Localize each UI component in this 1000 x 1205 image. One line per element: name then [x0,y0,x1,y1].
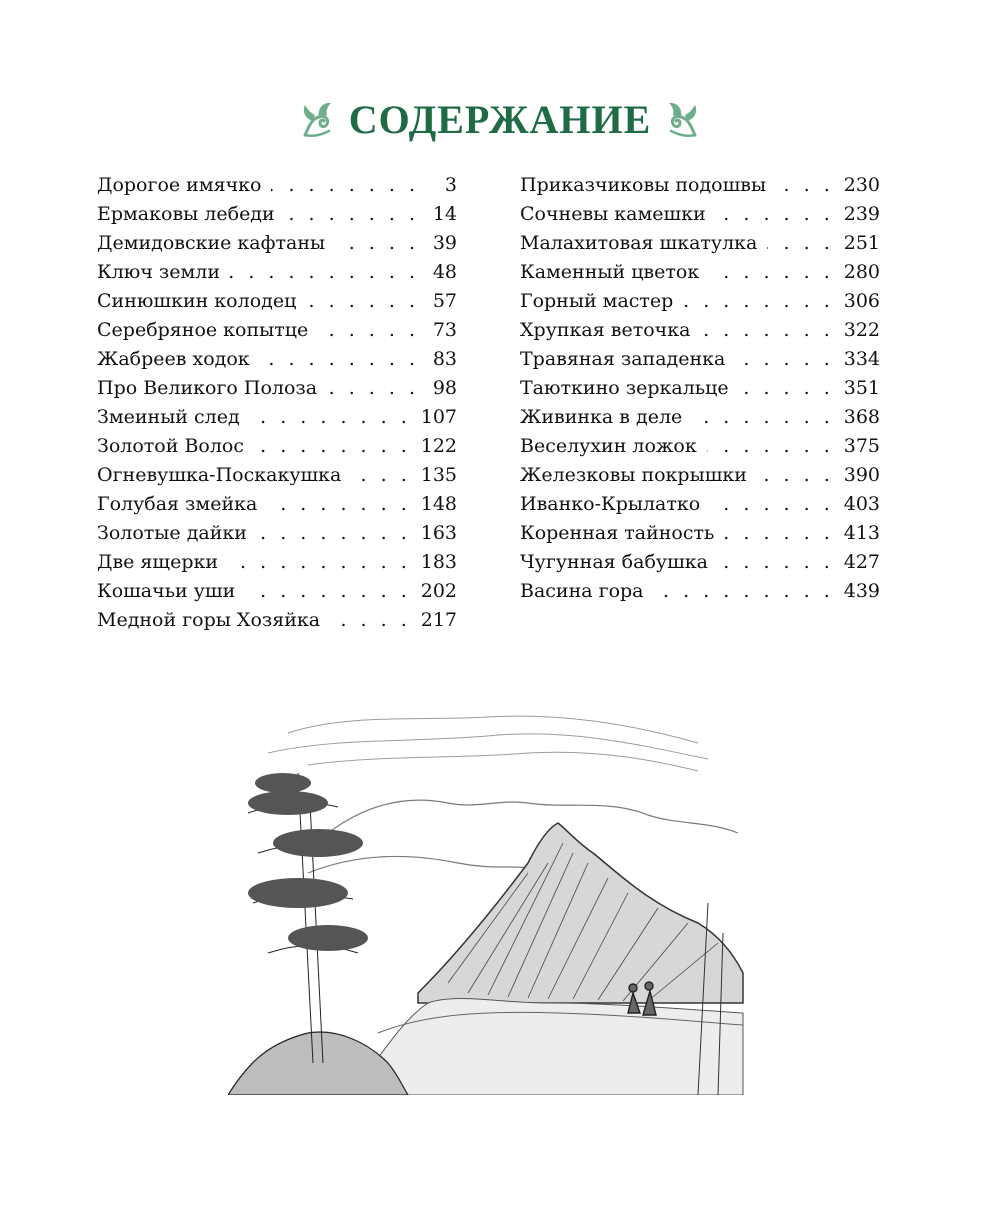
toc-dot-leader [318,316,419,345]
heading-block [0,84,1000,154]
toc-entry-title: Про Великого Полоза [97,377,318,399]
toc-entry[interactable] [97,345,457,374]
toc-entry-title: Малахитовая шкатулка [520,232,758,254]
toc-dot-leader [230,258,419,287]
toc-entry-page: 148 [420,493,457,515]
toc-dot-leader [260,345,419,374]
toc-entry[interactable] [97,519,457,548]
toc-entry[interactable] [97,490,457,519]
toc-entry-title: Синюшкин колодец [97,290,297,312]
toc-entry-page: 280 [843,261,880,283]
toc-dot-leader [700,316,833,345]
toc-entry-title: Хрупкая веточка [520,319,691,341]
toc-dot-leader [245,577,410,606]
toc-entry[interactable] [97,461,457,490]
toc-entry-page: 83 [432,348,457,370]
page-title: СОДЕРЖАНИЕ [348,96,652,142]
toc-entry-title: Веселухин ложок [520,435,697,457]
toc-entry-title: Ключ земли [97,261,221,283]
toc-entry-page: 403 [843,493,880,515]
toc-entry-title: Кошачьи уши [97,580,236,602]
toc-entry-title: Огневушка-Поскакушка [97,464,342,486]
toc-entry-title: Приказчиковы подошвы [520,174,767,196]
toc-dot-leader [254,432,411,461]
toc-entry-page: 413 [843,522,880,544]
toc-dot-leader [306,287,419,316]
toc-entry-page: 39 [432,232,457,254]
toc-entry-title: Ермаковы лебеди [97,203,275,225]
toc-entry-title: Медной горы Хозяйка [97,609,321,631]
toc-dot-leader [267,490,410,519]
toc-entry-page: 230 [843,174,880,196]
toc-entry[interactable] [97,258,457,287]
toc-entry-title: Серебряное копытце [97,319,309,341]
toc-entry-page: 390 [843,464,880,486]
toc-entry-page: 163 [420,522,457,544]
toc-dot-leader [718,548,834,577]
toc-dot-leader [327,374,419,403]
toc-entry[interactable] [520,461,880,490]
toc-entry[interactable] [520,577,880,606]
toc-dot-leader [735,345,833,374]
toc-entry-title: Васина гора [520,580,644,602]
toc-entry-page: 183 [420,551,457,573]
toc-entry-page: 334 [843,348,880,370]
toc-entry-title: Каменный цветок [520,261,700,283]
toc-entry-page: 57 [432,290,457,312]
toc-entry-page: 98 [432,377,457,399]
toc-entry-title: Жабреев ходок [97,348,250,370]
toc-entry[interactable] [97,229,457,258]
toc-entry-page: 375 [843,435,880,457]
toc-dot-leader [716,200,834,229]
toc-dot-leader [710,490,834,519]
toc-entry-page: 306 [843,290,880,312]
toc-entry-page: 202 [420,580,457,602]
toc-entry-page: 3 [444,174,457,196]
toc-entry[interactable] [520,258,880,287]
toc-entry-title: Демидовские кафтаны [97,232,326,254]
toc-entry-title: Горный мастер [520,290,674,312]
toc-dot-leader [757,461,834,490]
toc-entry[interactable] [520,345,880,374]
leaf-ornament-left-icon [299,97,339,141]
toc-dot-leader [709,258,834,287]
toc-entry[interactable] [520,548,880,577]
toc-entry[interactable] [520,171,880,200]
toc-entry[interactable] [97,171,457,200]
toc-entry-page: 368 [843,406,880,428]
toc-entry-title: Дорогое имячко [97,174,262,196]
toc-entry-title: Две ящерки [97,551,219,573]
toc-column-right [520,171,880,606]
toc-dot-leader [330,606,411,635]
toc-entry[interactable] [520,287,880,316]
toc-entry-page: 439 [843,580,880,602]
toc-entry-page: 48 [432,261,457,283]
toc-entry-page: 322 [843,319,880,341]
toc-entry[interactable] [97,374,457,403]
toc-dot-leader [707,432,834,461]
toc-entry[interactable] [520,403,880,432]
toc-entry-title: Живинка в деле [520,406,683,428]
toc-entry[interactable] [97,432,457,461]
toc-entry[interactable] [97,316,457,345]
toc-entry-title: Таюткино зеркальце [520,377,729,399]
mountain-landscape-illustration [228,703,750,1095]
toc-entry-title: Железковы покрышки [520,464,747,486]
toc-dot-leader [767,229,833,258]
toc-entry-page: 239 [843,203,880,225]
toc-dot-leader [683,287,833,316]
toc-entry-page: 135 [420,464,457,486]
toc-dot-leader [285,200,419,229]
toc-entry-page: 73 [432,319,457,341]
toc-dot-leader [228,548,411,577]
toc-entry[interactable] [97,548,457,577]
toc-dot-leader [335,229,419,258]
toc-entry-title: Сочневы камешки [520,203,706,225]
toc-entry[interactable] [97,403,457,432]
toc-entry[interactable] [97,200,457,229]
toc-column-left [97,171,457,635]
toc-dot-leader [250,403,411,432]
toc-entry[interactable] [520,200,880,229]
toc-entry-title: Чугунная бабушка [520,551,708,573]
toc-entry-title: Иванко-Крылатко [520,493,701,515]
toc-entry-page: 122 [420,435,457,457]
toc-entry-title: Золотые дайки [97,522,247,544]
toc-entry-page: 107 [420,406,457,428]
toc-entry[interactable] [97,606,457,635]
toc-entry-title: Золотой Волос [97,435,244,457]
toc-entry-page: 351 [843,377,880,399]
toc-entry[interactable] [520,374,880,403]
toc-entry-page: 217 [420,609,457,631]
toc-dot-leader [257,519,411,548]
toc-entry[interactable] [520,519,880,548]
toc-entry[interactable] [520,229,880,258]
leaf-ornament-right-icon [661,97,701,141]
toc-dot-leader [724,519,833,548]
toc-dot-leader [654,577,834,606]
toc-dot-leader [351,461,410,490]
toc-entry-title: Коренная тайность [520,522,715,544]
toc-entry[interactable] [520,316,880,345]
toc-entry-page: 427 [843,551,880,573]
toc-entry-title: Голубая змейка [97,493,258,515]
toc-entry-title: Травяная западенка [520,348,726,370]
toc-dot-leader [739,374,834,403]
toc-entry[interactable] [97,287,457,316]
toc-entry-page: 251 [843,232,880,254]
toc-entry-page: 14 [432,203,457,225]
toc-dot-leader [776,171,834,200]
toc-entry[interactable] [97,577,457,606]
toc-entry[interactable] [520,490,880,519]
toc-entry[interactable] [520,432,880,461]
toc-entry-title: Змеиный след [97,406,240,428]
toc-dot-leader [692,403,833,432]
toc-dot-leader [271,171,419,200]
